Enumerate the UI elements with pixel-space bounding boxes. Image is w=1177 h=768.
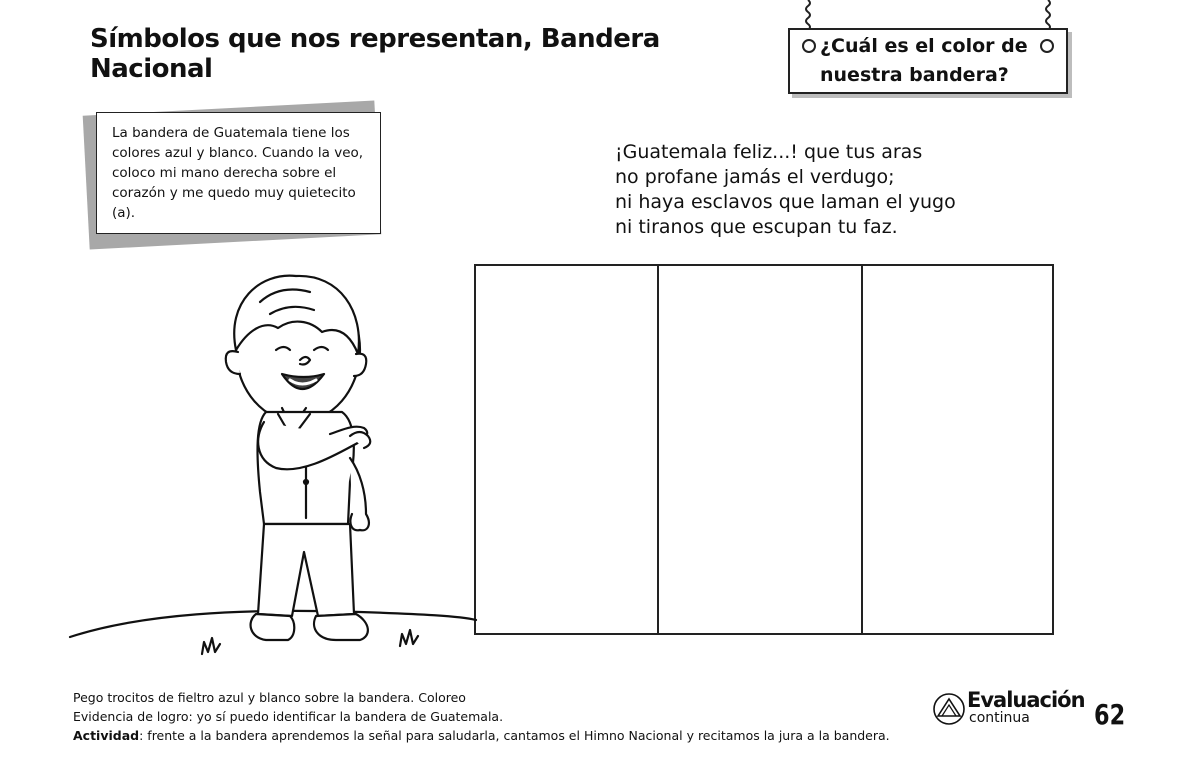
info-box xyxy=(96,112,381,234)
verse-line: ¡Guatemala feliz...! que tus aras xyxy=(615,141,923,163)
activity-footer xyxy=(73,688,953,745)
verse-line: ni haya esclavos que laman el yugo xyxy=(615,191,956,213)
flag-stripe-right[interactable] xyxy=(863,266,1052,633)
logo-sub-text: continua xyxy=(969,710,1030,726)
footer-line-2: Evidencia de logro: yo sí puedo identificar la bandera de Guatemala. xyxy=(73,709,504,724)
flag-stripe-left[interactable] xyxy=(476,266,659,633)
ring-icon xyxy=(802,39,816,53)
grass-icon xyxy=(202,630,418,654)
logo-main-text: Evaluación xyxy=(967,688,1085,712)
question-sign xyxy=(788,28,1068,94)
page-title: Símbolos que nos representan, Bandera Nacional xyxy=(90,24,660,84)
activity-text: : frente a la bandera aprendemos la señal para saludarla, cantamos el Himno Nacional y recitamos la jura a la bandera. xyxy=(139,728,890,743)
question-line-1: ¿Cuál es el color de xyxy=(820,35,1028,57)
question-text xyxy=(820,32,1060,90)
flag-outline[interactable] xyxy=(474,264,1054,635)
page-number: 62 xyxy=(1094,698,1126,731)
verse-line: ni tiranos que escupan tu faz. xyxy=(615,216,898,238)
evaluacion-continua-logo xyxy=(932,688,1085,732)
info-box-text: La bandera de Guatemala tiene los colores azul y blanco. Cuando la veo, coloco mi mano derecha sobre el corazón y me quedo muy quietecito (a). xyxy=(112,125,364,221)
flag-stripe-center[interactable] xyxy=(659,266,863,633)
activity-label: Actividad xyxy=(73,728,140,743)
logo-triangle-icon xyxy=(932,692,966,726)
verse-line: no profane jamás el verdugo; xyxy=(615,166,895,188)
question-line-2: nuestra bandera? xyxy=(820,64,1009,86)
anthem-verse xyxy=(615,140,995,240)
footer-line-3 xyxy=(73,726,953,745)
boy-illustration xyxy=(60,262,490,662)
footer-line-1: Pego trocitos de fieltro azul y blanco sobre la bandera. Coloreo xyxy=(73,690,466,705)
